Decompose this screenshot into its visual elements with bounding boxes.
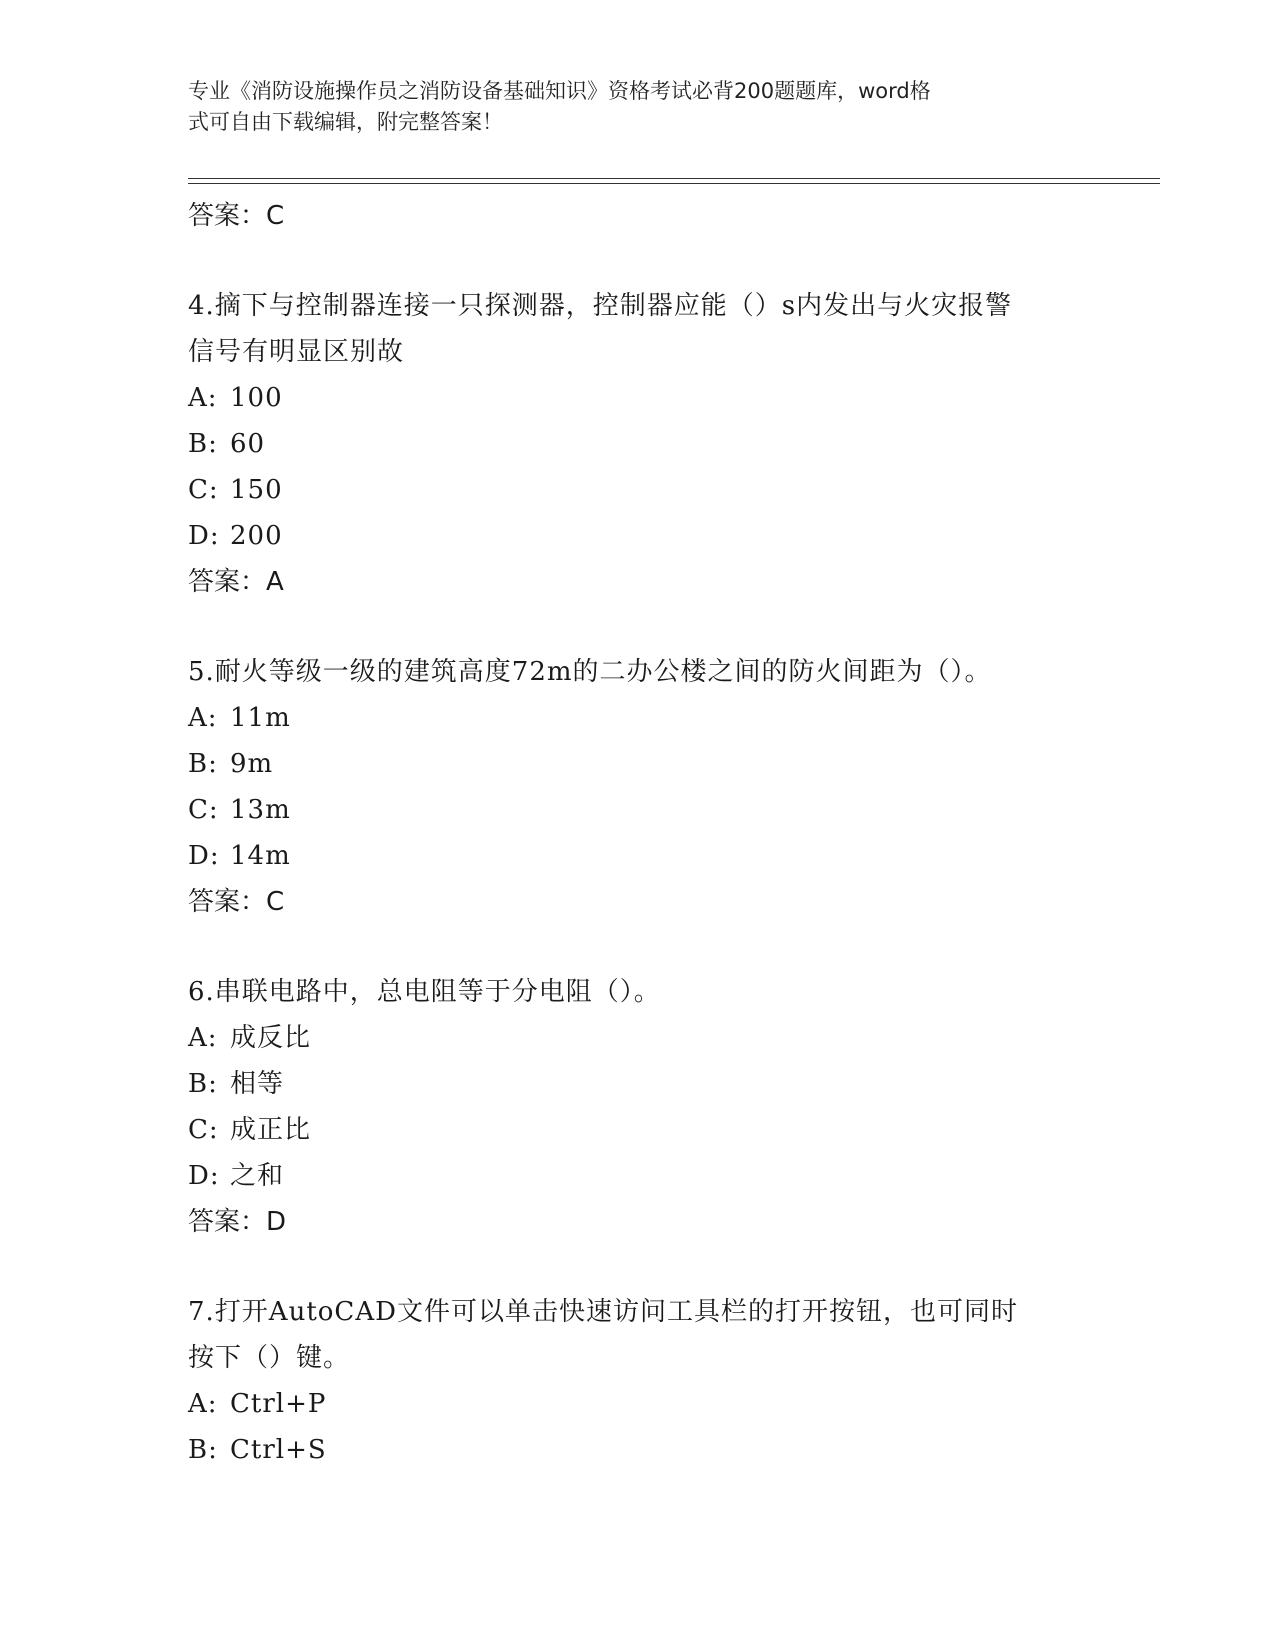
question-stem-line-2: 按下（）键。 <box>188 1343 351 1373</box>
option-text: 200 <box>230 521 283 551</box>
option-d <box>188 513 1088 559</box>
question-stem <box>188 649 1088 695</box>
option-text: 60 <box>230 429 266 459</box>
option-text: 11m <box>230 703 291 733</box>
option-key: A: <box>188 703 218 733</box>
option-c <box>188 467 1088 513</box>
option-key: D: <box>188 1161 220 1191</box>
question-stem-line-1: 4.摘下与控制器连接一只探测器，控制器应能（）s内发出与火灾报警 <box>188 291 1013 321</box>
question-stem-line-1: 7.打开AutoCAD文件可以单击快速访问工具栏的打开按钮，也可同时 <box>188 1297 1018 1327</box>
option-b <box>188 1427 1088 1473</box>
question-stem <box>188 1289 1088 1381</box>
option-b <box>188 1061 1088 1107</box>
question-4 <box>188 283 1088 605</box>
option-key: A: <box>188 383 218 413</box>
option-a <box>188 1015 1088 1061</box>
answer: 答案：C <box>188 887 285 917</box>
option-text: 100 <box>230 383 283 413</box>
answer: 答案：D <box>188 1207 287 1237</box>
option-key: A: <box>188 1389 218 1419</box>
question-stem-line-1: 5.耐火等级一级的建筑高度72m的二办公楼之间的防火间距为（）。 <box>188 657 992 687</box>
header-line-1: 专业《消防设施操作员之消防设备基础知识》资格考试必背200题题库，word格 <box>188 79 931 103</box>
question-stem-line-1: 6.串联电路中，总电阻等于分电阻（）。 <box>188 977 661 1007</box>
option-key: D: <box>188 841 220 871</box>
option-key: B: <box>188 1435 218 1465</box>
option-key: B: <box>188 429 218 459</box>
option-a <box>188 1381 1088 1427</box>
question-stem <box>188 283 1088 375</box>
option-text: Ctrl+S <box>230 1435 327 1465</box>
option-text: 成反比 <box>230 1023 312 1053</box>
option-c <box>188 787 1088 833</box>
option-text: 之和 <box>230 1161 285 1191</box>
document-body <box>188 193 1088 1473</box>
header-line-2: 式可自由下载编辑，附完整答案！ <box>188 110 503 134</box>
option-text: 9m <box>230 749 274 779</box>
option-key: C: <box>188 795 219 825</box>
option-text: 13m <box>230 795 291 825</box>
header-divider-bottom <box>188 183 1160 184</box>
question-7 <box>188 1289 1088 1473</box>
option-a <box>188 695 1088 741</box>
option-key: D: <box>188 521 220 551</box>
option-text: 150 <box>230 475 283 505</box>
question-5 <box>188 649 1088 925</box>
answer: 答案：A <box>188 567 284 597</box>
header-divider-top <box>188 178 1160 179</box>
option-text: 成正比 <box>230 1115 312 1145</box>
document-header <box>188 76 1078 138</box>
option-b <box>188 421 1088 467</box>
option-key: B: <box>188 749 218 779</box>
option-text: 14m <box>230 841 291 871</box>
option-key: C: <box>188 1115 219 1145</box>
question-stem <box>188 969 1088 1015</box>
option-text: 相等 <box>230 1069 285 1099</box>
option-key: A: <box>188 1023 218 1053</box>
option-d <box>188 833 1088 879</box>
option-b <box>188 741 1088 787</box>
option-text: Ctrl+P <box>230 1389 327 1419</box>
option-key: B: <box>188 1069 218 1099</box>
option-key: C: <box>188 475 219 505</box>
previous-answer: 答案：C <box>188 201 285 231</box>
question-6 <box>188 969 1088 1245</box>
option-a <box>188 375 1088 421</box>
option-d <box>188 1153 1088 1199</box>
question-stem-line-2: 信号有明显区别故 <box>188 337 405 367</box>
option-c <box>188 1107 1088 1153</box>
